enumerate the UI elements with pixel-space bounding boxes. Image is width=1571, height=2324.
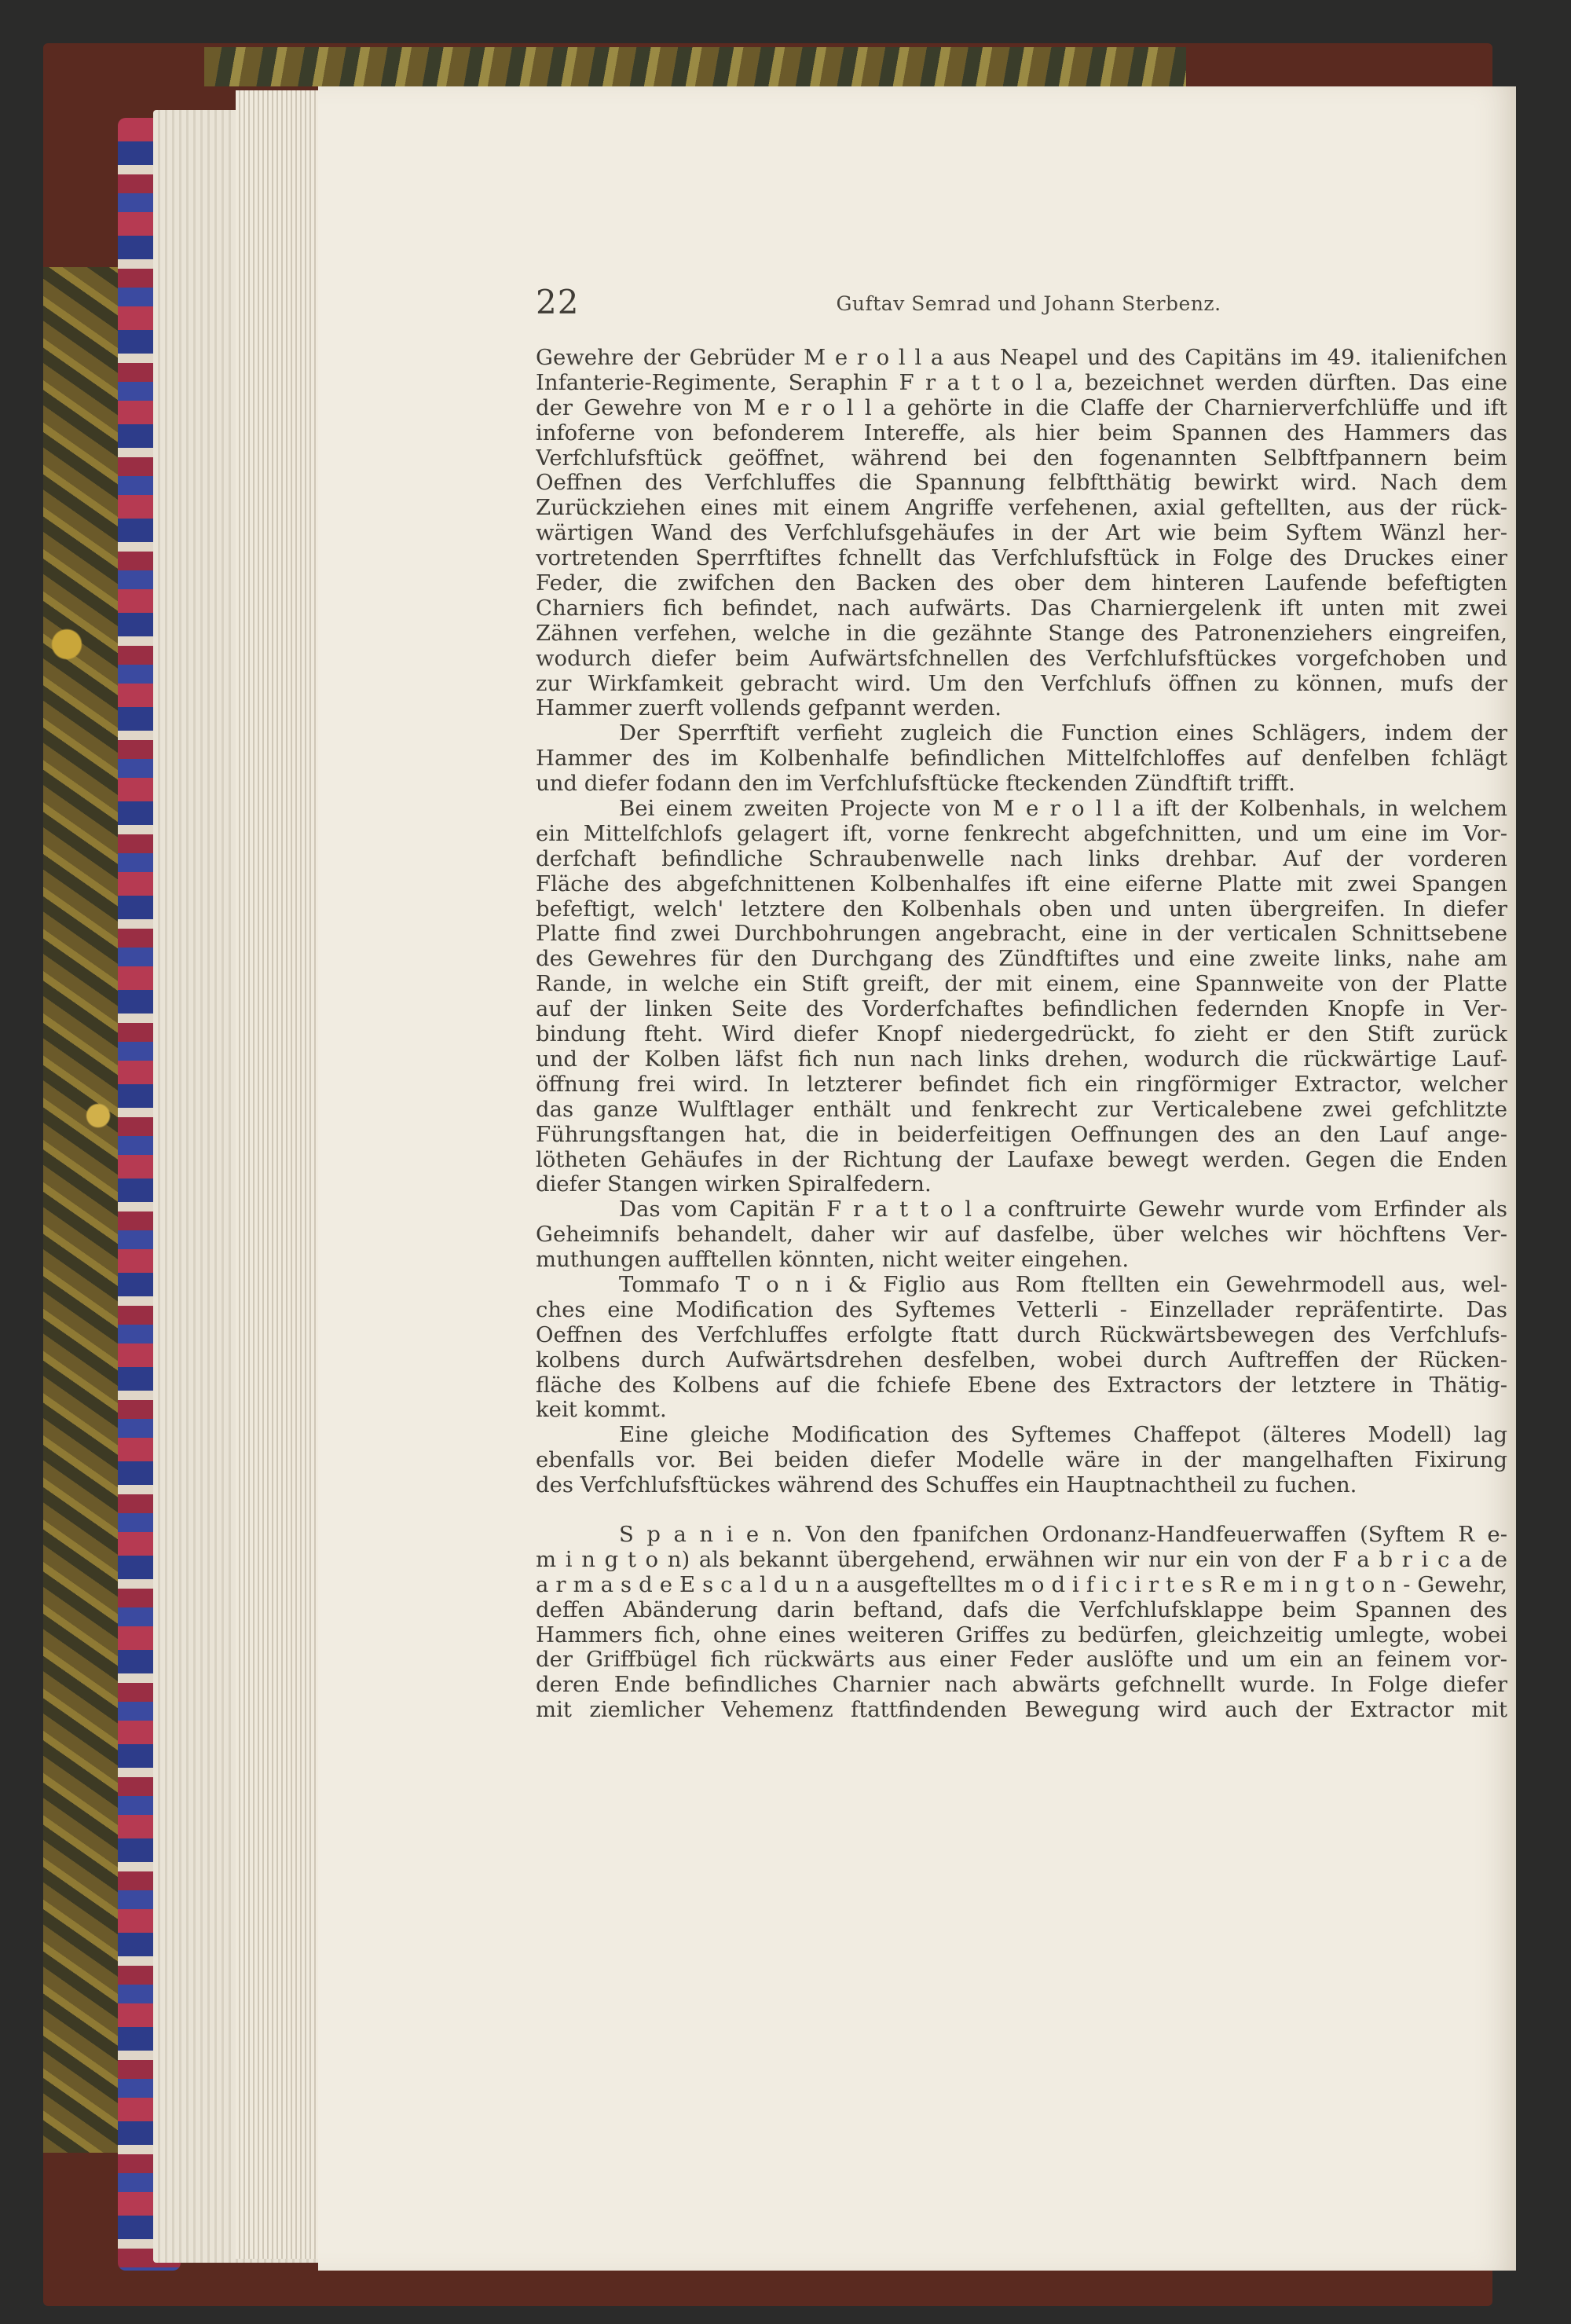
text-line: mit ziemlicher Vehemenz ftattfindenden Bewegung wird auch der Extractor mit bbox=[536, 1698, 1507, 1723]
text-line: des Gewehres für den Durchgang des Zündftiftes und eine zweite links, nahe am bbox=[536, 947, 1507, 972]
text-line: wodurch diefer beim Aufwärtsfchnellen des Verfchlufsftückes vorgefchoben und bbox=[536, 646, 1507, 671]
text-line: Oeffnen des Verfchluffes erfolgte ftatt durch Rückwärtsbewegen des Verfchlufs- bbox=[536, 1322, 1507, 1347]
marbled-endpaper bbox=[43, 267, 122, 2153]
text-line: ches eine Modification des Syftemes Vetterli - Einzellader repräfentirte. Das bbox=[536, 1297, 1507, 1322]
text-line: das ganze Wulftlager enthält und fenkrecht zur Verticalebene zwei gefchlitzte bbox=[536, 1097, 1507, 1122]
text-line: auf der linken Seite des Vorderfchaftes befindlichen federnden Knopfe in Ver- bbox=[536, 997, 1507, 1022]
text-line: befeftigt, welch' letztere den Kolbenhals oben und unten übergreifen. In diefer bbox=[536, 896, 1507, 922]
paragraph-gap bbox=[536, 1498, 1507, 1523]
text-line: des Verfchlufsftückes während des Schuffes ein Hauptnachtheil zu fuchen. bbox=[536, 1473, 1357, 1498]
paragraph bbox=[536, 1273, 1507, 1423]
text-line: Platte find zwei Durchbohrungen angebracht, eine in der verticalen Schnittsebene bbox=[536, 922, 1507, 947]
text-line: derfchaft befindliche Schraubenwelle nach links drehbar. Auf der vorderen bbox=[536, 846, 1507, 871]
text-line: keit kommt. bbox=[536, 1398, 667, 1423]
text-line: Bei einem zweiten Projecte von M e r o l l a ift der Kolbenhals, in welchem bbox=[619, 797, 1507, 822]
text-line: Geheimnifs behandelt, daher wir auf dasfelbe, über welches wir höchftens Ver- bbox=[536, 1222, 1507, 1248]
text-line: ebenfalls vor. Bei beiden diefer Modelle wäre in der mangelhaften Fixirung bbox=[536, 1448, 1507, 1473]
text-line: bindung fteht. Wird diefer Knopf niedergedrückt, fo zieht er den Stift zurück bbox=[536, 1022, 1507, 1047]
text-line: ein Mittelfchlofs gelagert ift, vorne fenkrecht abgefchnitten, und um eine im Vor- bbox=[536, 821, 1507, 846]
text-line: m i n g t o n) als bekannt übergehend, erwähnen wir nur ein von der F a b r i c a de bbox=[536, 1547, 1507, 1572]
text-line: wärtigen Wand des Verfchlufsgehäufes in der Art wie beim Syftem Wänzl her- bbox=[536, 521, 1507, 546]
text-line: zur Wirkfamkeit gebracht wird. Um den Verfchlufs öffnen zu können, mufs der bbox=[536, 671, 1507, 696]
text-line: Zurückziehen eines mit einem Angriffe verfehenen, axial geftellten, aus der rück- bbox=[536, 496, 1507, 521]
running-head: Guftav Semrad und Johann Sterbenz. bbox=[836, 292, 1221, 315]
paragraph bbox=[536, 346, 1507, 721]
text-line: und diefer fodann den im Verfchlufsftücke fteckenden Zündftift trifft. bbox=[536, 772, 1295, 797]
page-header bbox=[536, 283, 1522, 322]
text-line: muthungen aufftellen könnten, nicht weiter eingehen. bbox=[536, 1248, 1130, 1273]
text-line: Hammer zuerft vollends gefpannt werden. bbox=[536, 696, 1002, 721]
text-line: und der Kolben läfst fich nun nach links drehen, wodurch die rückwärtige Lauf- bbox=[536, 1047, 1507, 1072]
text-line: Eine gleiche Modification des Syftemes Chaffepot (älteres Modell) lag bbox=[619, 1423, 1507, 1448]
text-line: Zähnen verfehen, welche in die gezähnte Stange des Patronenziehers eingreifen, bbox=[536, 621, 1507, 646]
text-line: der Gewehre von M e r o l l a gehörte in die Claffe der Charnierverfchlüffe und ift bbox=[536, 395, 1507, 420]
text-line: Infanterie-Regimente, Seraphin F r a t t o l a, bezeichnet werden dürften. Das eine bbox=[536, 370, 1507, 395]
text-line: deffen Abänderung darin beftand, dafs die Verfchlufsklappe beim Spannen des bbox=[536, 1597, 1507, 1622]
paragraph bbox=[536, 1523, 1507, 1723]
paragraph bbox=[536, 721, 1507, 797]
text-line: Gewehre der Gebrüder M e r o l l a aus Neapel und des Capitäns im 49. italienifchen bbox=[536, 346, 1507, 370]
text-line: a r m a s d e E s c a l d u n a ausgeftelltes m o d i f i c i r t e s R e m i n g t o n - Gewehr, bbox=[536, 1572, 1507, 1597]
text-line: Rande, in welche ein Stift greift, der mit einem, eine Spannweite von der Platte bbox=[536, 972, 1507, 997]
text-line: S p a n i e n. Von den fpanifchen Ordonanz-Handfeuerwaffen (Syftem R e- bbox=[619, 1522, 1507, 1547]
text-line: Charniers fich befindet, nach aufwärts. Das Charniergelenk ift unten mit zwei bbox=[536, 596, 1507, 621]
text-line: Hammers fich, ohne eines weiteren Griffes zu bedürfen, gleichzeitig umlegte, wobei bbox=[536, 1622, 1507, 1648]
text-line: Der Sperrftift verfieht zugleich die Function eines Schlägers, indem der bbox=[619, 721, 1507, 746]
page-block-edge-inner bbox=[236, 90, 330, 2259]
text-line: der Griffbügel fich rückwärts aus einer Feder auslöfte und um ein an feinem vor- bbox=[536, 1648, 1507, 1673]
text-line: Das vom Capitän F r a t t o l a conftruirte Gewehr wurde vom Erfinder als bbox=[619, 1197, 1507, 1222]
text-line: diefer Stangen wirken Spiralfedern. bbox=[536, 1172, 932, 1197]
text-line: Oeffnen des Verfchluffes die Spannung felbftthätig bewirkt wird. Nach dem bbox=[536, 471, 1507, 496]
body-text bbox=[536, 346, 1507, 1723]
text-line: vortretenden Sperrftiftes fchnellt das Verfchlufsftück in Folge des Druckes einer bbox=[536, 546, 1507, 571]
text-line: Tommafo T o n i & Figlio aus Rom ftellten ein Gewehrmodell aus, wel- bbox=[619, 1272, 1507, 1297]
text-line: lötheten Gehäufes in der Richtung der Laufaxe bewegt werden. Gegen die Enden bbox=[536, 1147, 1507, 1172]
text-line: Feder, die zwifchen den Backen des ober dem hinteren Laufende befeftigten bbox=[536, 571, 1507, 596]
paragraph bbox=[536, 797, 1507, 1197]
text-line: Führungsftangen hat, die in beiderfeitigen Oeffnungen des an den Lauf ange- bbox=[536, 1122, 1507, 1147]
text-line: fläche des Kolbens auf die fchiefe Ebene des Extractors der letztere in Thätig- bbox=[536, 1373, 1507, 1398]
text-line: Verfchlufsftück geöffnet, während bei den fogenannten Selbftfpannern beim bbox=[536, 445, 1507, 471]
marbled-board-top bbox=[204, 47, 1186, 86]
text-line: Fläche des abgefchnittenen Kolbenhalfes ift eine eiferne Platte mit zwei Spangen bbox=[536, 871, 1507, 896]
text-line: infoferne von befonderem Intereffe, als hier beim Spannen des Hammers das bbox=[536, 420, 1507, 445]
text-line: Hammer des im Kolbenhalfe befindlichen Mittelfchloffes auf denfelben fchlägt bbox=[536, 746, 1507, 772]
text-line: kolbens durch Aufwärtsdrehen desfelben, wobei durch Auftreffen der Rücken- bbox=[536, 1347, 1507, 1373]
paragraph bbox=[536, 1423, 1507, 1498]
text-line: deren Ende befindliches Charnier nach abwärts gefchnellt wurde. In Folge diefer bbox=[536, 1673, 1507, 1698]
text-line: öffnung frei wird. In letzterer befindet fich ein ringförmiger Extractor, welcher bbox=[536, 1072, 1507, 1097]
paragraph bbox=[536, 1197, 1507, 1273]
page-number: 22 bbox=[536, 283, 580, 321]
